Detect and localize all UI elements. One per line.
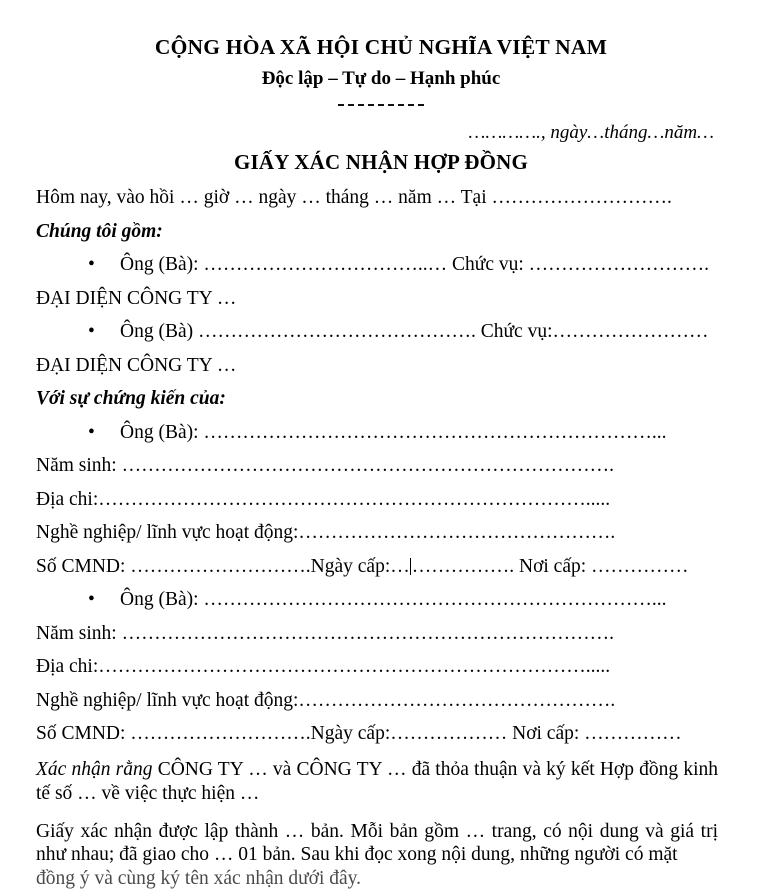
witness-id-line	[36, 543, 726, 577]
list-item	[36, 241, 726, 275]
national-title: CỘNG HÒA XÃ HỘI CHỦ NGHĨA VIỆT NAM	[154, 35, 608, 59]
confirmation-paragraph	[36, 744, 718, 806]
witness-id-label: Số CMND: ……………………….	[36, 555, 311, 577]
header-separator	[36, 90, 726, 114]
list-item	[36, 308, 726, 342]
closing-paragraph: Giấy xác nhận được lập thành … bản. Mỗi bản gồm … trang, có nội dung và giá trị như nhau; đã giao cho … 01 bản. Sau khi đọc xong nội dung, những người có mặt	[36, 820, 718, 866]
witness-issue-date-label: Ngày cấp:………………	[310, 723, 508, 745]
bullet-icon: •	[88, 589, 95, 611]
party-company-line: ĐẠI DIỆN CÔNG TY …	[36, 287, 237, 309]
witness-issue-date-dots: …………….	[411, 555, 515, 577]
party-person-line: Ông (Bà): ……………………………..… Chức vụ: ……………………….	[120, 254, 710, 276]
dashed-rule-icon	[338, 104, 424, 106]
date-place-line: …………., ngày…tháng…năm…	[468, 121, 714, 143]
bullet-icon: •	[88, 321, 95, 343]
witness-address-line: Địa chi:………………………………………………………………….....	[36, 488, 611, 510]
page-title: GIẤY XÁC NHẬN HỢP ĐỒNG	[233, 150, 529, 175]
witness-issue-place-label: Nơi cấp: ……………	[519, 555, 689, 577]
parties-heading: Chúng tôi gồm:	[36, 220, 163, 242]
witness-occupation-line: Nghề nghiệp/ lĩnh vực hoạt động:………………………………………….	[36, 522, 616, 544]
witness-occupation-line: Nghề nghiệp/ lĩnh vực hoạt động:………………………………………….	[36, 689, 616, 711]
witness-name-line: Ông (Bà): ……………………………………………………………...	[120, 589, 667, 611]
opening-line: Hôm nay, vào hồi … giờ … ngày … tháng … năm … Tại ……………………….	[36, 187, 672, 209]
witness-id-label: Số CMND: ……………………….	[36, 723, 311, 745]
clipped-next-line: đồng ý và cùng ký tên xác nhận dưới đây.	[36, 868, 362, 890]
witness-id-line	[36, 710, 726, 744]
list-item	[36, 409, 726, 443]
witness-name-line: Ông (Bà): ……………………………………………………………...	[120, 421, 667, 443]
witness-issue-place-label: Nơi cấp: ……………	[512, 723, 682, 745]
party-company-line: ĐẠI DIỆN CÔNG TY …	[36, 354, 237, 376]
confirmation-body: CÔNG TY … và CÔNG TY … đã thỏa thuận và ký kết Hợp đồng kinh tế số … về việc thực hiện …	[36, 758, 719, 804]
witness-heading: Với sự chứng kiến của:	[36, 388, 226, 410]
witness-address-line: Địa chi:………………………………………………………………….....	[36, 656, 611, 678]
witness-birthyear-line: Năm sinh: ………………………………………………………………….	[36, 622, 614, 644]
witness-issue-date-label: Ngày cấp:…	[310, 555, 410, 577]
list-item	[36, 576, 726, 610]
national-subtitle: Độc lập – Tự do – Hạnh phúc	[261, 67, 501, 89]
bullet-icon: •	[88, 421, 95, 443]
confirmation-lead: Xác nhận rằng	[36, 758, 153, 780]
bullet-icon: •	[88, 254, 95, 276]
document-content	[36, 0, 726, 890]
party-person-line: Ông (Bà) ……………………………………. Chức vụ:……………………	[120, 321, 709, 343]
witness-birthyear-line: Năm sinh: ………………………………………………………………….	[36, 455, 614, 477]
